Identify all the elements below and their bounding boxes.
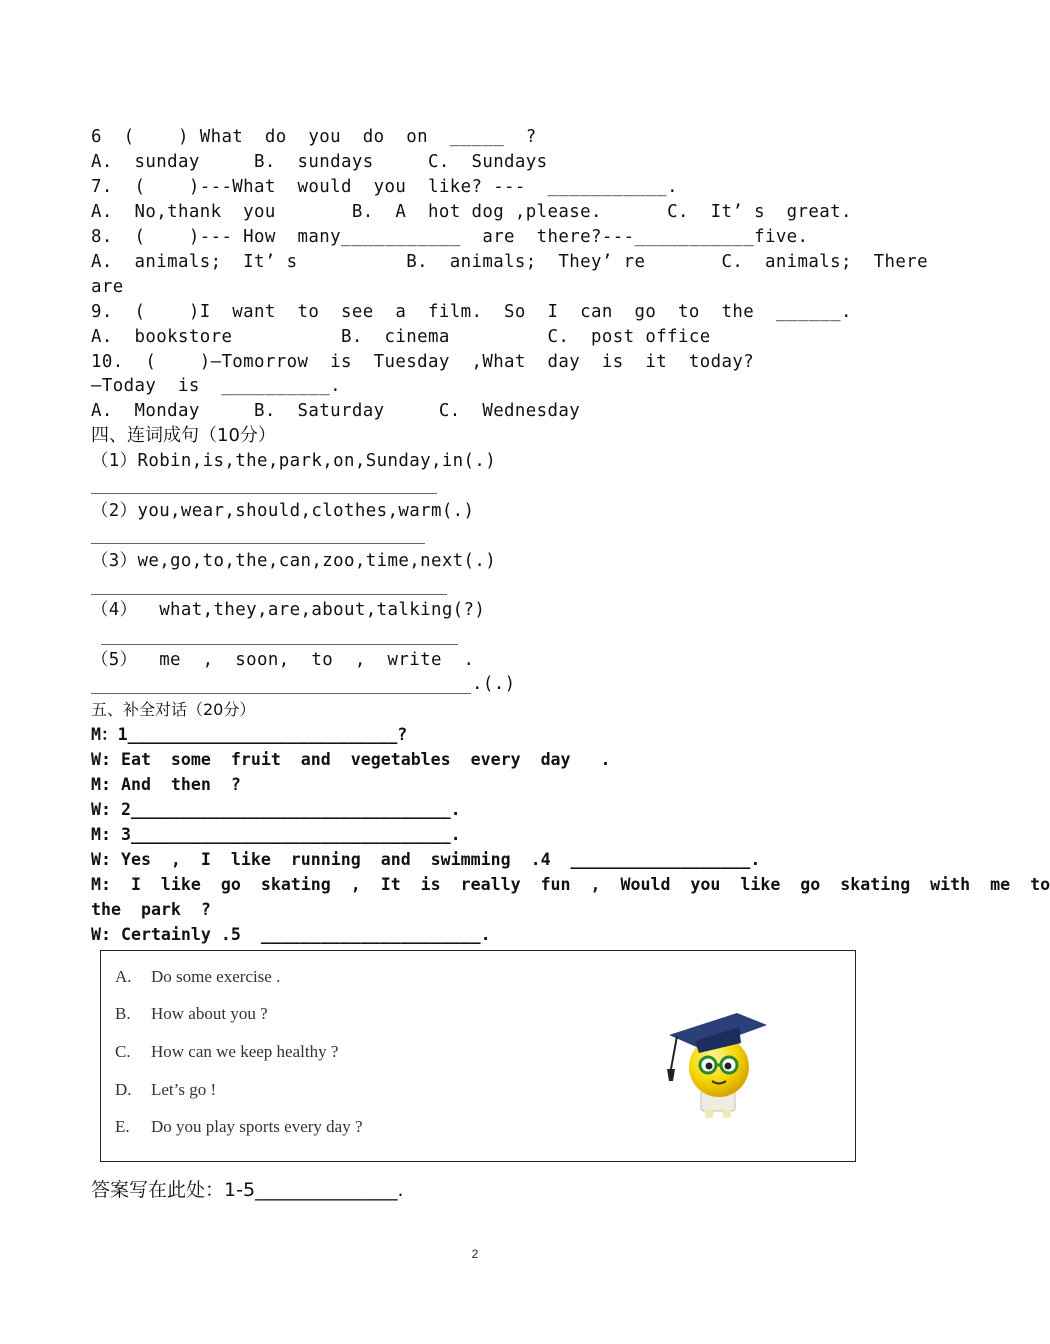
answer-field[interactable]: 答案写在此处：1-5_______________. xyxy=(91,1179,404,1201)
question-8-options: A. animals; It’ s B. animals; They’ re C. animals; There xyxy=(91,252,928,272)
question-6: 6 ( ) What do you do on _____ ? xyxy=(91,127,537,147)
reorder-item-2: （2）you,wear,should,clothes,warm(.) xyxy=(91,501,475,521)
question-10: 10. ( )—Tomorrow is Tuesday ,What day is it today? xyxy=(91,352,755,372)
dialogue-line-8: the park ? xyxy=(91,900,211,919)
section-5-heading: 五、补全对话（20分） xyxy=(91,700,256,719)
answer-line-1[interactable] xyxy=(91,493,437,494)
question-10-options: A. Monday B. Saturday C. Wednesday xyxy=(91,401,581,421)
option-d: D. Let’s go ! xyxy=(115,1080,217,1099)
option-a: A. Do some exercise . xyxy=(115,967,281,986)
question-10-answer: —Today is __________. xyxy=(91,376,342,396)
reorder-item-5: （5） me , soon, to , write . xyxy=(91,650,475,670)
question-8-options-wrap: are xyxy=(91,277,124,297)
page-number: 2 xyxy=(471,1247,479,1261)
dialogue-line-1: M：1___________________________? xyxy=(91,725,408,744)
answer-line-4[interactable] xyxy=(101,644,458,645)
option-c: C. How can we keep healthy ? xyxy=(115,1042,339,1061)
question-8: 8. ( )--- How many___________ are there?---___________five. xyxy=(91,227,809,247)
dialogue-line-6: W: Yes , I like running and swimming .4 __________________. xyxy=(91,850,761,869)
dialogue-line-3: M: And then ? xyxy=(91,775,241,794)
answer-line-5[interactable] xyxy=(91,693,471,694)
question-6-options: A. sunday B. sundays C. Sundays xyxy=(91,152,548,172)
option-b: B. How about you ? xyxy=(115,1004,268,1023)
dialogue-line-7: M: I like go skating , It is really fun , Would you like go skating with me to xyxy=(91,875,1050,894)
section-4-heading: 四、连词成句（10分） xyxy=(91,425,276,446)
dialogue-line-2: W: Eat some fruit and vegetables every day . xyxy=(91,750,611,769)
dialogue-line-9: W: Certainly .5 ______________________. xyxy=(91,925,491,944)
reorder-item-3: （3）we,go,to,the,can,zoo,time,next(.) xyxy=(91,551,497,571)
answer-line-3[interactable] xyxy=(91,594,447,595)
graduate-mascot-icon xyxy=(649,991,779,1121)
dialogue-line-4: W: 2________________________________. xyxy=(91,800,461,819)
reorder-item-1: （1）Robin,is,the,park,on,Sunday,in(.) xyxy=(91,451,497,471)
reorder-item-4: （4） what,they,are,about,talking(?) xyxy=(91,600,486,620)
question-9: 9. ( )I want to see a film. So I can go to the ______. xyxy=(91,302,852,322)
answer-line-2[interactable] xyxy=(91,543,425,544)
reorder-item-5-end: .(.) xyxy=(472,674,516,694)
option-e: E. Do you play sports every day ? xyxy=(115,1117,363,1136)
question-9-options: A. bookstore B. cinema C. post office xyxy=(91,327,711,347)
question-7: 7. ( )---What would you like? --- ___________. xyxy=(91,177,678,197)
options-box xyxy=(100,950,856,1162)
question-7-options: A. No,thank you B. A hot dog ,please. C. It’ s great. xyxy=(91,202,852,222)
dialogue-line-5: M: 3________________________________. xyxy=(91,825,461,844)
